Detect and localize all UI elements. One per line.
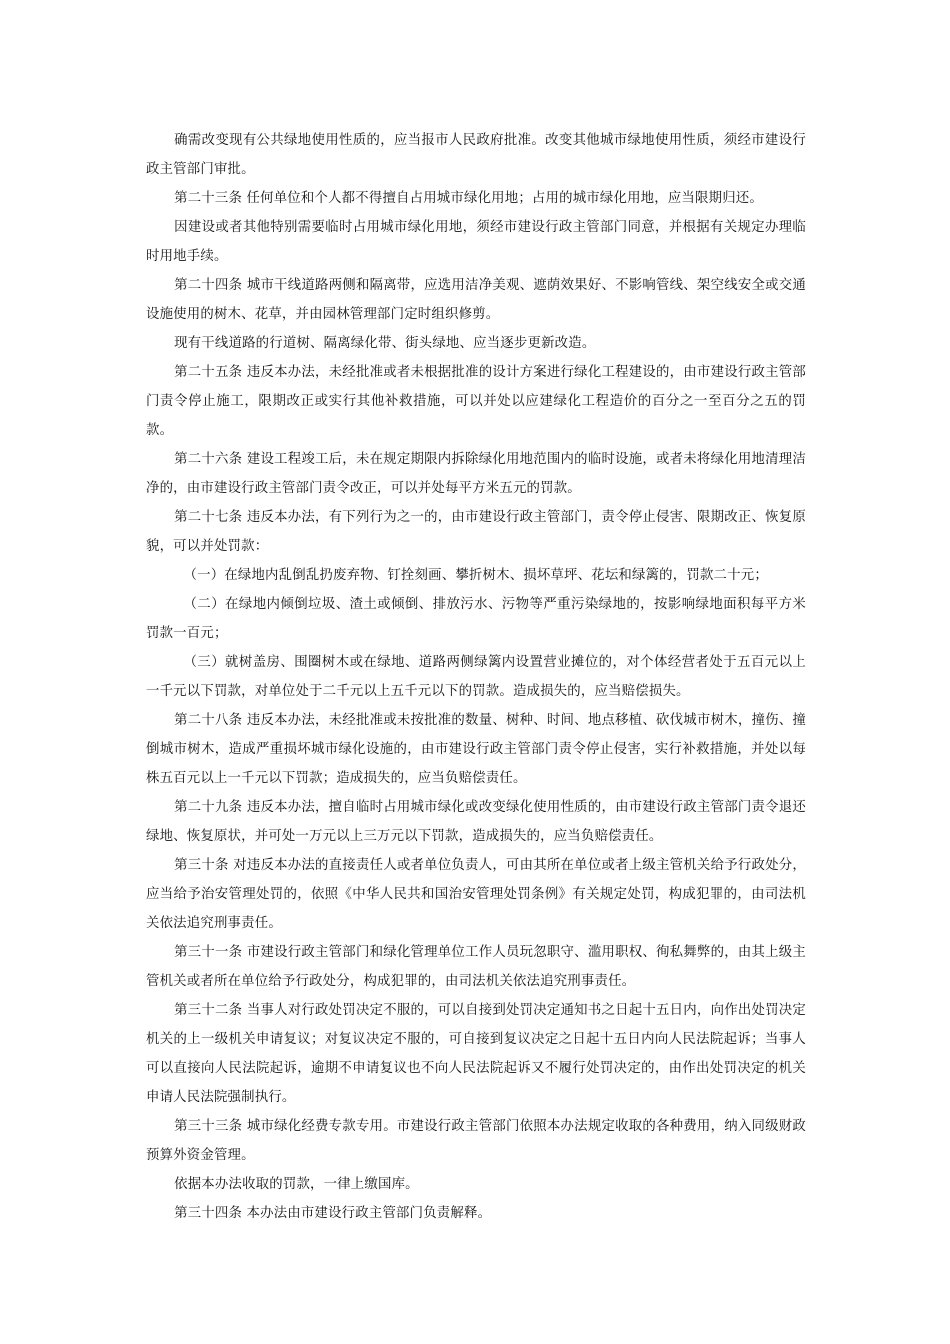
paragraph-temporary-use: 因建设或者其他特别需要临时占用城市绿化用地，须经市建设行政主管部门同意，并根据有关规定办理临时用地手续。 [146, 220, 806, 264]
paragraph-article-33: 第三十三条 城市绿化经费专款专用。市建设行政主管部门依照本办法规定收取的各种费用，纳入同级财政预算外资金管理。 [146, 1119, 806, 1163]
paragraph-article-24: 第二十四条 城市干线道路两侧和隔离带，应选用洁净美观、遮荫效果好、不影响管线、架空线安全或交通设施使用的树木、花草，并由园林管理部门定时组织修剪。 [146, 278, 806, 322]
paragraph-article-30: 第三十条 对违反本办法的直接责任人或者单位负责人，可由其所在单位或者上级主管机关给予行政处分，应当给予治安管理处罚的，依照《中华人民共和国治安管理处罚条例》有关规定处罚，构成犯罪的，由司法机关依法追究刑事责任。 [146, 858, 806, 931]
paragraph-article-29: 第二十九条 违反本办法，擅自临时占用城市绿化或改变绿化使用性质的，由市建设行政主管部门责令退还绿地、恢复原状，并可处一万元以上三万元以下罚款，造成损失的，应当负赔偿责任。 [146, 800, 806, 844]
paragraph-article-32: 第三十二条 当事人对行政处罚决定不服的，可以自接到处罚决定通知书之日起十五日内，向作出处罚决定机关的上一级机关申请复议；对复议决定不服的，可自接到复议决定之日起十五日内向人民法院起诉；当事人可以直接向人民法院起诉，逾期不申请复议也不向人民法院起诉又不履行处罚决定的，由作出处罚决定的机关申请人民法院强制执行。 [146, 1003, 806, 1105]
paragraph-article-27: 第二十七条 违反本办法，有下列行为之一的，由市建设行政主管部门，责令停止侵害、限期改正、恢复原貌，可以并处罚款： [146, 510, 806, 554]
paragraph-land-use-change: 确需改变现有公共绿地使用性质的，应当报市人民政府批准。改变其他城市绿地使用性质，须经市建设行政主管部门审批。 [146, 133, 806, 177]
paragraph-article-31: 第三十一条 市建设行政主管部门和绿化管理单位工作人员玩忽职守、滥用职权、徇私舞弊的，由其上级主管机关或者所在单位给予行政处分，构成犯罪的，由司法机关依法追究刑事责任。 [146, 945, 806, 989]
paragraph-article-25: 第二十五条 违反本办法，未经批准或者未根据批准的设计方案进行绿化工程建设的，由市建设行政主管部门责令停止施工，限期改正或实行其他补救措施，可以并处以应建绿化工程造价的百分之一至百分之五的罚款。 [146, 365, 806, 438]
paragraph-article-28: 第二十八条 违反本办法，未经批准或未按批准的数量、树种、时间、地点移植、砍伐城市树木，撞伤、撞倒城市树木，造成严重损坏城市绿化设施的，由市建设行政主管部门责令停止侵害，实行补救措施，并处以每株五百元以上一千元以下罚款；造成损失的，应当负赔偿责任。 [146, 713, 806, 786]
document-body [146, 126, 806, 1228]
paragraph-fines-to-treasury: 依据本办法收取的罚款，一律上缴国库。 [174, 1177, 419, 1192]
paragraph-article-23: 第二十三条 任何单位和个人都不得擅自占用城市绿化用地；占用的城市绿化用地，应当限期归还。 [174, 191, 763, 206]
paragraph-article-26: 第二十六条 建设工程竣工后，未在规定期限内拆除绿化用地范围内的临时设施，或者未将绿化用地清理洁净的，由市建设行政主管部门责令改正，可以并处每平方米五元的罚款。 [146, 452, 806, 496]
paragraph-item-1: （一）在绿地内乱倒乱扔废弃物、钉拴刻画、攀折树木、损坏草坪、花坛和绿篱的，罚款二十元； [183, 568, 768, 583]
paragraph-item-3: （三）就树盖房、围圈树木或在绿地、道路两侧绿篱内设置营业摊位的，对个体经营者处于五百元以上一千元以下罚款，对单位处于二千元以上五千元以下的罚款。造成损失的，应当赔偿损失。 [146, 655, 806, 699]
paragraph-street-trees: 现有干线道路的行道树、隔离绿化带、街头绿地、应当逐步更新改造。 [174, 336, 596, 351]
paragraph-article-34: 第三十四条 本办法由市建设行政主管部门负责解释。 [174, 1206, 492, 1221]
paragraph-item-2: （二）在绿地内倾倒垃圾、渣土或倾倒、排放污水、污物等严重污染绿地的，按影响绿地面积每平方米罚款一百元； [146, 597, 806, 641]
